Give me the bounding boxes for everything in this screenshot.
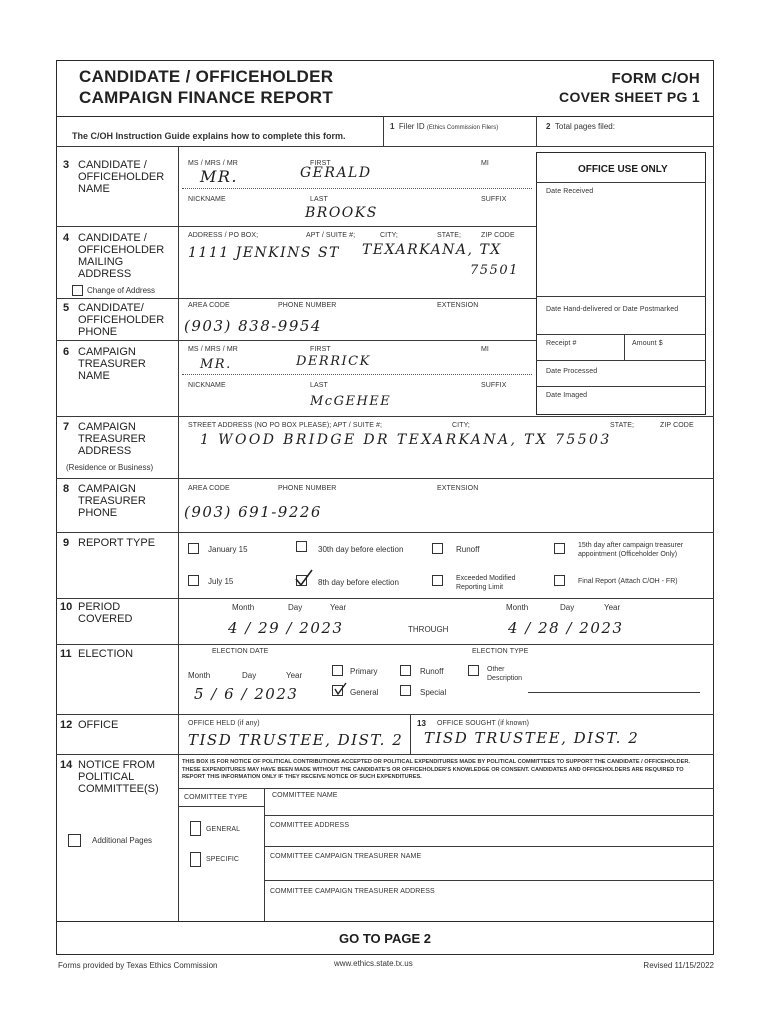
s4-address-value[interactable]: 1111 JENKINS ST xyxy=(188,245,340,261)
s8-ext-label: EXTENSION xyxy=(437,485,479,492)
s4-address-label: ADDRESS / PO BOX; xyxy=(188,232,259,239)
through-label: THROUGH xyxy=(408,625,449,634)
section-8-label: CAMPAIGN TREASURER PHONE xyxy=(78,483,146,519)
s6-mi-label: MI xyxy=(481,346,489,353)
election-date-label: ELECTION DATE xyxy=(212,648,269,655)
receipt-label: Receipt # xyxy=(546,340,577,347)
form-title-line1: CANDIDATE / OFFICEHOLDER xyxy=(79,67,334,86)
s5-ext-label: EXTENSION xyxy=(437,302,479,309)
instruction-guide-note: The C/OH Instruction Guide explains how to complete this form. xyxy=(72,131,346,141)
date-received-label: Date Received xyxy=(546,188,594,195)
s3-nickname-label: NICKNAME xyxy=(188,196,226,203)
s6-nickname-label: NICKNAME xyxy=(188,382,226,389)
s7-zip-label: ZIP CODE xyxy=(660,422,694,429)
filer-id-label: Filer ID xyxy=(398,122,425,131)
election-type-label: ELECTION TYPE xyxy=(472,648,529,655)
s3-last-value[interactable]: BROOKS xyxy=(305,205,378,221)
section-5-number: 5 xyxy=(63,302,70,314)
office-use-title: OFFICE USE ONLY xyxy=(578,164,668,175)
filer-id-field[interactable] xyxy=(390,122,498,131)
committee-treasurer-address-label: COMMITTEE CAMPAIGN TREASURER ADDRESS xyxy=(270,888,435,895)
day8-label: 8th day before election xyxy=(318,578,399,587)
checkmark-icon xyxy=(293,568,315,588)
runoff-report-label: Runoff xyxy=(456,545,480,554)
office-held-value[interactable]: TISD TRUSTEE, DIST. 2 xyxy=(188,731,404,749)
committee-address-label: COMMITTEE ADDRESS xyxy=(270,822,350,829)
section-3-label: CANDIDATE / OFFICEHOLDER NAME xyxy=(78,159,165,195)
period-to-value[interactable]: 4 / 28 / 2023 xyxy=(508,619,624,637)
s7-street-label: STREET ADDRESS (NO PO BOX PLEASE); APT / SUITE #; xyxy=(188,422,383,429)
section-13-number: 13 xyxy=(417,719,426,728)
total-pages-field[interactable] xyxy=(546,122,615,131)
day15-checkbox[interactable] xyxy=(554,543,565,554)
section-6-number: 6 xyxy=(63,346,70,358)
s3-mi-label: MI xyxy=(481,160,489,167)
s8-phone-label: PHONE NUMBER xyxy=(278,485,337,492)
filer-id-num: 1 xyxy=(390,122,395,131)
checkmark-icon xyxy=(332,681,348,697)
section-5-label: CANDIDATE/ OFFICEHOLDER PHONE xyxy=(78,302,165,338)
section-3-number: 3 xyxy=(63,159,70,171)
s5-area-label: AREA CODE xyxy=(188,302,230,309)
s11-year-label: Year xyxy=(286,671,303,680)
additional-pages-checkbox[interactable] xyxy=(68,834,81,847)
date-processed-label: Date Processed xyxy=(546,368,598,375)
date-hand-delivered-label: Date Hand-delivered or Date Postmarked xyxy=(546,306,679,313)
section-12-number: 12 xyxy=(60,719,73,731)
s8-phone-value[interactable]: (903) 691-9226 xyxy=(184,503,322,521)
s7-state-label: STATE; xyxy=(610,422,635,429)
section-11-label: ELECTION xyxy=(78,648,134,660)
runoff-report-checkbox[interactable] xyxy=(432,543,443,554)
s3-last-label: LAST xyxy=(310,196,328,203)
go-to-page-2: GO TO PAGE 2 xyxy=(339,931,431,946)
s7-city-label: CITY; xyxy=(452,422,470,429)
specific-committee-checkbox[interactable] xyxy=(190,852,201,867)
day30-label: 30th day before election xyxy=(318,545,404,554)
s4-city-value[interactable]: TEXARKANA, TX xyxy=(362,242,502,258)
committee-notice: THIS BOX IS FOR NOTICE OF POLITICAL CONTRIBUTIONS ACCEPTED OR POLITICAL EXPENDITURES MADE BY POLITICAL COMMITTEES TO SUPPORT THE CANDIDATE / OFFICEHOLDER. THESE EXPENDITURES MAY HAVE BEEN MADE WITHOUT THE CANDIDATE'S OR OFFICEHOLDER'S KNOWLEDGE OR CONSENT. CANDIDATES AND OFFICEHOLDERS ARE REQUIRED TO REPORT THIS INFORMATION ONLY IF THEY RECEIVE NOTICE OF SUCH EXPENDITURES. xyxy=(182,759,690,780)
s6-title-value[interactable]: MR. xyxy=(200,357,232,372)
s6-first-value[interactable]: DERRICK xyxy=(296,354,371,369)
s7-address-value[interactable]: 1 WOOD BRIDGE DR TEXARKANA, TX 75503 xyxy=(200,432,612,448)
primary-label: Primary xyxy=(350,667,378,676)
day15-label: 15th day after campaign treasurer appointment (Officeholder Only) xyxy=(578,542,684,558)
pages-num: 2 xyxy=(546,122,551,131)
office-sought-label: OFFICE SOUGHT (if known) xyxy=(437,720,530,727)
s10-to-year-label: Year xyxy=(604,603,621,612)
amount-label: Amount $ xyxy=(632,340,663,347)
pages-label: Total pages filed: xyxy=(554,122,615,131)
s6-title-label: MS / MRS / MR xyxy=(188,346,238,353)
s3-title-label: MS / MRS / MR xyxy=(188,160,238,167)
runoff-election-checkbox[interactable] xyxy=(400,665,411,676)
section-10-number: 10 xyxy=(60,601,73,613)
footer-url[interactable]: www.ethics.state.tx.us xyxy=(334,959,413,968)
jan15-checkbox[interactable] xyxy=(188,543,199,554)
general-election-label: General xyxy=(350,688,379,697)
section-8-number: 8 xyxy=(63,483,70,495)
s4-zip-value[interactable]: 75501 xyxy=(470,263,519,278)
section-10-label: PERIOD COVERED xyxy=(78,601,133,625)
s5-phone-label: PHONE NUMBER xyxy=(278,302,337,309)
specific-committee-label: SPECIFIC xyxy=(206,856,240,863)
s3-title-value[interactable]: MR. xyxy=(200,167,239,186)
s5-phone-value[interactable]: (903) 838-9954 xyxy=(184,317,322,335)
form-id: FORM C/OH xyxy=(611,70,700,87)
filer-id-note: (Ethics Commission Filers) xyxy=(426,125,499,131)
s7-residence-note: (Residence or Business) xyxy=(66,463,154,472)
section-9-number: 9 xyxy=(63,537,70,549)
runoff-election-label: Runoff xyxy=(420,667,444,676)
jul15-label: July 15 xyxy=(208,577,234,586)
s3-first-value[interactable]: GERALD xyxy=(300,165,372,181)
s10-from-year-label: Year xyxy=(330,603,347,612)
s6-last-label: LAST xyxy=(310,382,328,389)
section-14-label: NOTICE FROM POLITICAL COMMITTEE(S) xyxy=(78,759,159,795)
change-of-address-label: Change of Address xyxy=(87,286,156,295)
jan15-label: January 15 xyxy=(208,545,248,554)
office-sought-value[interactable]: TISD TRUSTEE, DIST. 2 xyxy=(424,729,640,747)
section-4-label: CANDIDATE / OFFICEHOLDER MAILING ADDRESS xyxy=(78,232,165,280)
section-6-label: CAMPAIGN TREASURER NAME xyxy=(78,346,146,382)
s10-to-month-label: Month xyxy=(506,603,529,612)
jul15-checkbox[interactable] xyxy=(188,575,199,586)
additional-pages-label: Additional Pages xyxy=(92,836,153,845)
committee-treasurer-label: COMMITTEE CAMPAIGN TREASURER NAME xyxy=(270,853,422,860)
section-4-number: 4 xyxy=(63,232,70,244)
s6-suffix-label: SUFFIX xyxy=(481,382,507,389)
general-committee-label: GENERAL xyxy=(206,826,241,833)
s4-city-label: CITY; xyxy=(380,232,398,239)
s6-last-value[interactable]: McGEHEE xyxy=(310,394,392,409)
s11-month-label: Month xyxy=(188,671,211,680)
s8-area-label: AREA CODE xyxy=(188,485,230,492)
s10-from-day-label: Day xyxy=(288,603,303,612)
section-9-label: REPORT TYPE xyxy=(78,537,156,549)
primary-checkbox[interactable] xyxy=(332,665,343,676)
special-election-checkbox[interactable] xyxy=(400,685,411,696)
exceeded-checkbox[interactable] xyxy=(432,575,443,586)
section-7-number: 7 xyxy=(63,421,70,433)
committee-name-label: COMMITTEE NAME xyxy=(272,792,338,799)
change-of-address-checkbox[interactable] xyxy=(72,285,83,296)
special-election-label: Special xyxy=(420,688,447,697)
final-report-checkbox[interactable] xyxy=(554,575,565,586)
s3-suffix-label: SUFFIX xyxy=(481,196,507,203)
section-7-label: CAMPAIGN TREASURER ADDRESS xyxy=(78,421,146,457)
s11-day-label: Day xyxy=(242,671,257,680)
election-date-value[interactable]: 5 / 6 / 2023 xyxy=(194,685,299,703)
exceeded-label: Exceeded Modified Reporting Limit xyxy=(456,575,516,591)
section-11-number: 11 xyxy=(60,648,72,660)
s10-to-day-label: Day xyxy=(560,603,575,612)
general-committee-checkbox[interactable] xyxy=(190,821,201,836)
day30-checkbox[interactable] xyxy=(296,541,307,552)
office-held-label: OFFICE HELD (if any) xyxy=(188,720,260,727)
section-14-number: 14 xyxy=(60,759,73,771)
s4-state-label: STATE; xyxy=(437,232,462,239)
section-12-label: OFFICE xyxy=(78,719,119,731)
s10-from-month-label: Month xyxy=(232,603,255,612)
s6-first-label: FIRST xyxy=(310,346,331,353)
footer-revised: Revised 11/15/2022 xyxy=(643,961,714,970)
form-title-line2: CAMPAIGN FINANCE REPORT xyxy=(79,88,334,107)
description-label: Description xyxy=(487,675,523,682)
s4-apt-label: APT / SUITE #; xyxy=(306,232,356,239)
period-from-value[interactable]: 4 / 29 / 2023 xyxy=(228,619,344,637)
final-report-label: Final Report (Attach C/OH - FR) xyxy=(578,578,678,585)
s3-first-label: FIRST xyxy=(310,160,331,167)
other-election-checkbox[interactable] xyxy=(468,665,479,676)
committee-type-label: COMMITTEE TYPE xyxy=(184,794,248,801)
date-imaged-label: Date Imaged xyxy=(546,392,588,399)
cover-sheet-label: COVER SHEET PG 1 xyxy=(559,89,700,105)
footer-provider: Forms provided by Texas Ethics Commission xyxy=(58,961,218,970)
other-election-label: Other xyxy=(487,666,505,673)
s4-zip-label: ZIP CODE xyxy=(481,232,515,239)
